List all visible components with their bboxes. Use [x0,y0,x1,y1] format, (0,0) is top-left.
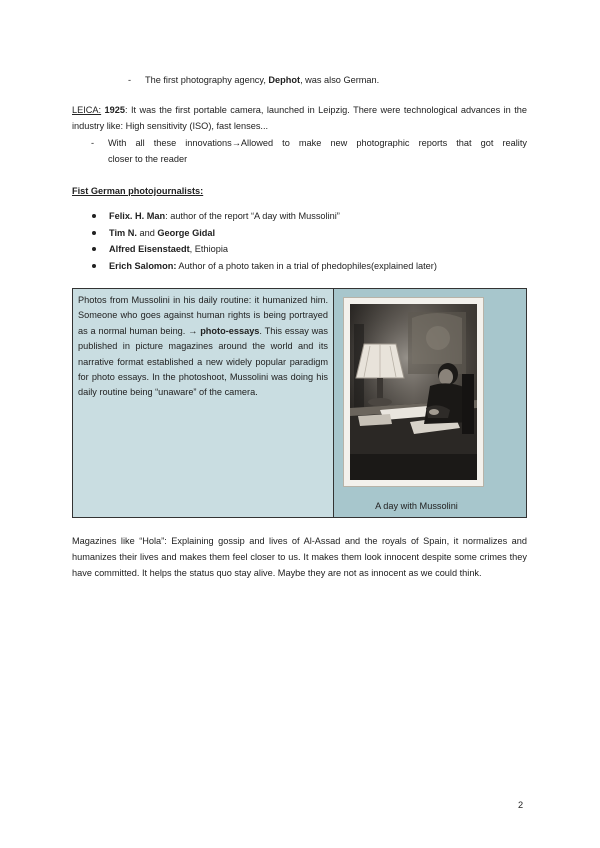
photojournalist-name: George Gidal [157,227,216,238]
leica-paragraph [72,102,527,134]
photojournalist-name: Erich Salomon: [109,260,177,271]
photojournalist-name: Alfred Eisenstaedt [109,244,190,254]
list-item [92,258,532,275]
leica-text: : It was the first portable camera, launched in Leipzig. There were technological advances in the industry like: High sensitivity (ISO), fast lenses... [72,105,527,131]
closing-paragraph-text: Magazines like “Hola”: Explaining gossip and lives of Al-Assad and the royals of Spain, it normalizes and humanizes their lives and makes them feel closer to us. It makes them look innocent despite some crimes they have committed. It helps the status quo stay alive. Maybe they are not as innocent as we could think. [72,536,527,579]
list-item [92,225,532,242]
leica-dash-item [91,135,527,167]
page-number [518,797,523,813]
mussolini-table [72,288,527,518]
list-item [92,241,532,258]
agency-name: Dephot [268,75,301,85]
agency-note-post: , was also German. [300,75,380,85]
section-heading [72,183,203,199]
photojournalist-name: Tim N. [109,227,137,238]
section-heading-text: Fist German photojournalists: [72,186,204,196]
leica-dash-line1: With all these innovations→Allowed to make new photographic reports that got reality [108,138,527,148]
photojournalist-name: Felix. H. Man [109,211,166,221]
box-text-bold: photo-essays [200,325,260,336]
photo-frame [343,297,484,487]
photo-caption: A day with Mussolini [375,501,458,511]
agency-note-pre: The first photography agency, [145,75,269,85]
photojournalist-conj: and [136,227,158,238]
mussolini-photo [350,304,477,480]
leica-label: LEICA: [72,105,102,115]
leica-dash-line2: closer to the reader [108,154,188,164]
agency-note [128,72,548,88]
photojournalist-desc: : author of the report “A day with Mussolini” [165,211,340,221]
mussolini-photo-cell [334,289,526,517]
mussolini-text-cell [73,289,334,517]
photojournalist-list [92,208,532,274]
photojournalist-desc: , Ethiopia [189,244,228,254]
photojournalist-desc: Author of a photo taken in a trial of phedophiles(explained later) [176,260,437,271]
closing-paragraph [72,533,527,582]
list-item [92,208,532,225]
box-text-pre: Photos from Mussolini in his daily routine: it humanized him. Someone who goes against human rights is being portrayed as a normal human being. → [78,295,328,336]
leica-year: 1925 [104,105,125,115]
box-text-post: . This essay was published in picture magazines around the world and its narrative format established a new widely popular paradigm for photo essays. In the photoshoot, Mussolini was doing his daily routine being “unaware” of the camera. [78,325,328,398]
dash-marker: - [91,138,95,148]
dash-marker: - [128,75,132,85]
page-number-text: 2 [518,800,524,810]
